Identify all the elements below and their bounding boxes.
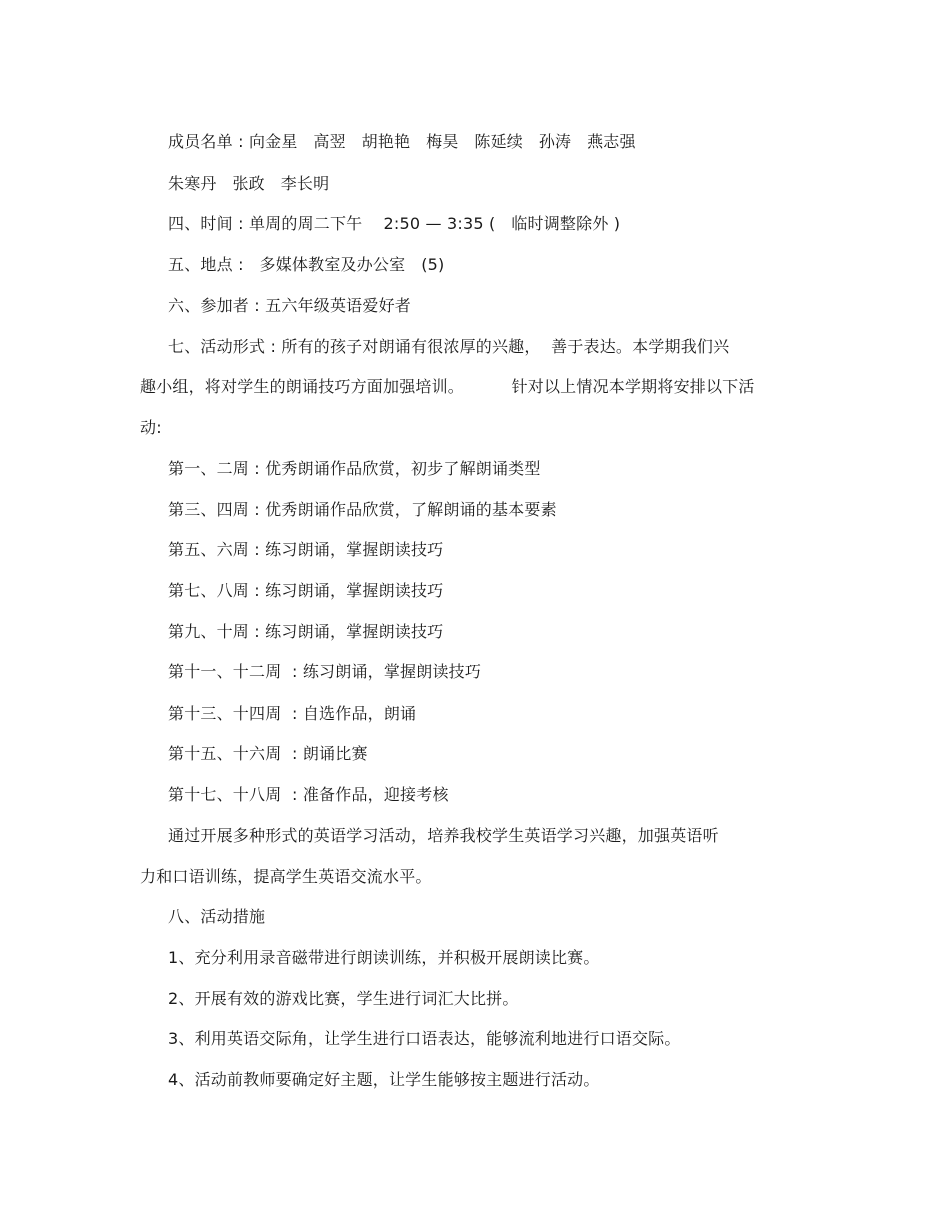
schedule-item: 第五、六周 : 练习朗诵，掌握朗读技巧 [168, 540, 444, 559]
schedule-item: 第十七、十八周 : 准备作品，迎接考核 [168, 785, 449, 804]
activity-form-line-2: 趣小组，将对学生的朗诵技巧方面加强培训。 针对以上情况本学期将安排以下活 [140, 377, 755, 396]
activity-form-line-1: 七、活动形式 : 所有的孩子对朗诵有很浓厚的兴趣， 善于表达。本学期我们兴 [168, 337, 730, 356]
measure-item: 2、开展有效的游戏比赛，学生进行词汇大比拼。 [168, 989, 519, 1008]
measure-item: 1、充分利用录音磁带进行朗读训练，并积极开展朗读比赛。 [168, 948, 600, 967]
schedule-item: 第十五、十六周 : 朗诵比赛 [168, 744, 368, 763]
summary-line-1: 通过开展多种形式的英语学习活动，培养我校学生英语学习兴趣，加强英语听 [168, 826, 719, 845]
schedule-item: 第一、二周 : 优秀朗诵作品欣赏，初步了解朗诵类型 [168, 459, 541, 478]
schedule-item: 第十一、十二周 : 练习朗诵，掌握朗读技巧 [168, 662, 482, 681]
members-list-line-2: 朱寒丹 张政 李长明 [168, 174, 330, 193]
schedule-item: 第三、四周 : 优秀朗诵作品欣赏，了解朗诵的基本要素 [168, 500, 557, 519]
schedule-item: 第七、八周 : 练习朗诵，掌握朗读技巧 [168, 581, 444, 600]
members-list-line-1: 成员名单 : 向金星 高翌 胡艳艳 梅昊 陈延续 孙涛 燕志强 [168, 132, 636, 151]
time-line: 四、时间 : 单周的周二下午 2:50 — 3:35 ( 临时调整除外 ) [168, 214, 621, 233]
measure-item: 3、利用英语交际角，让学生进行口语表达，能够流利地进行口语交际。 [168, 1029, 681, 1048]
schedule-item: 第十三、十四周 : 自选作品，朗诵 [168, 704, 417, 723]
location-line: 五、地点 : 多媒体教室及办公室 (5) [168, 255, 445, 274]
measure-item: 4、活动前教师要确定好主题，让学生能够按主题进行活动。 [168, 1070, 600, 1089]
participants-line: 六、参加者 : 五六年级英语爱好者 [168, 296, 411, 315]
summary-line-2: 力和口语训练，提高学生英语交流水平。 [140, 867, 432, 886]
measures-heading: 八、活动措施 [168, 907, 266, 926]
schedule-item: 第九、十周 : 练习朗诵，掌握朗读技巧 [168, 622, 444, 641]
activity-form-line-3: 动: [140, 418, 162, 437]
